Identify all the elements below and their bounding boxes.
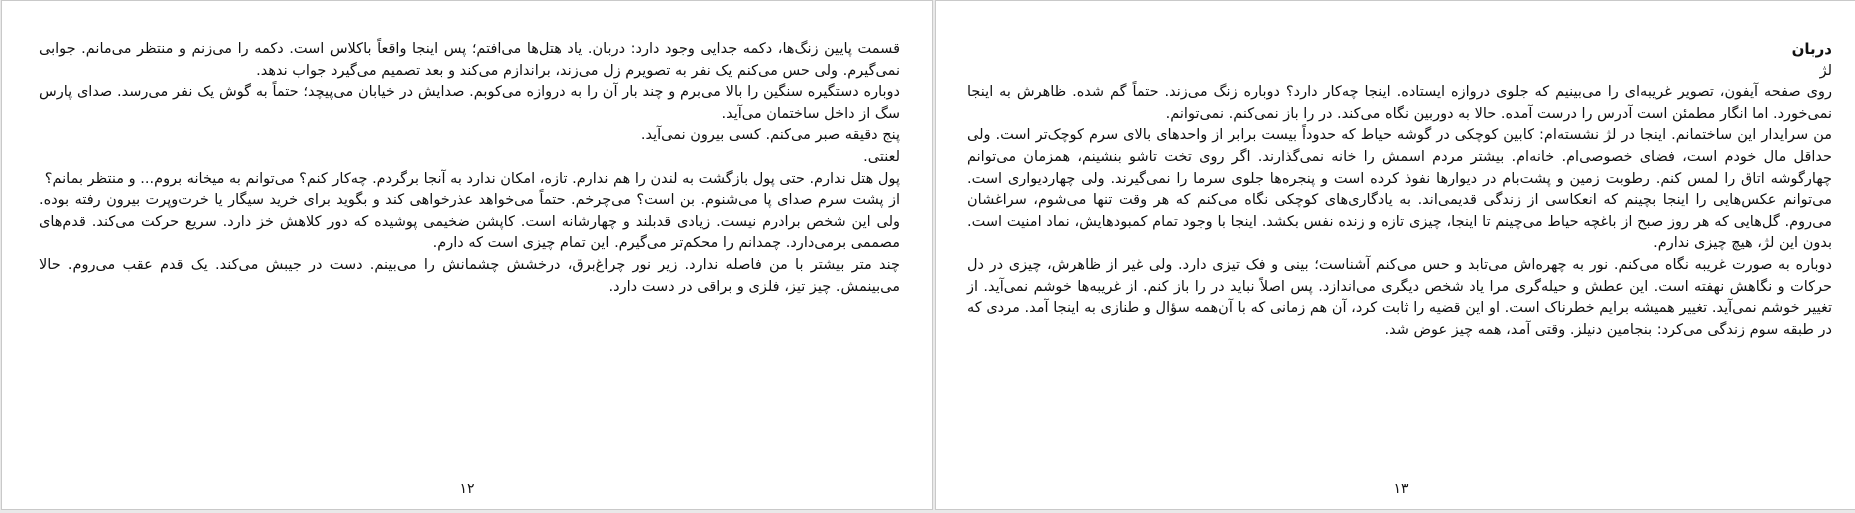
paragraph: روی صفحه آیفون، تصویر غریبه‌ای را می‌بینیم که جلوی دروازه ایستاده. اینجا چه‌کار دارد؟ دوباره زنگ می‌زند. حتماً گم شده. ظاهرش به اینجا نمی‌خورد. اما انگار مطمئن است آدرس را درست آمده. حالا به دوربین نگاه می‌کند. در را باز نمی‌کنم. نمی‌توانم. [967, 84, 1832, 122]
section-subheading: لژ [1819, 62, 1832, 79]
paragraph: من سرایدار این ساختمانم. اینجا در لژ نشسته‌ام: کابین کوچکی در گوشه حیاط که حدوداً بیست برابر از واحدهای بالای سرم کوچک‌تر است. ولی حداقل مال خودم است، فضای خصوصی‌ام. خانه‌ام. بیشتر مردم اسمش را خانه نمی‌گذارند. اگر روی تخت تاشو بنشینم، همزمان می‌توانم چهارگوشه اتاق را لمس کنم. رطوبت زمین و پشت‌بام در دیوارها نفوذ کرده است و پنجره‌ها جلوی سرما را نمی‌گیرند. ولی چهاردیواری است. می‌توانم عکس‌هایی را اینجا بچینم که انعکاسی از زندگی قدیمی‌اند. به یادگاری‌های کوچکی نگاه می‌کنم که هر وقت تنها می‌شوم، سراغشان می‌روم. گل‌هایی که هر روز صبح از باغچه حیاط می‌چینم تا اینجا، چیزی تازه و زنده نفس بکشد. اینجا با وجود تمام کمبودهایش، نماد امنیت است. بدون این لژ، هیچ چیزی ندارم. [967, 127, 1832, 252]
paragraph: از پشت سرم صدای پا می‌شنوم. بن است؟ می‌چرخم. حتماً می‌خواهد عذرخواهی کند و بگوید برای خرید سیگار یا خرت‌وپرت بیرون رفته بوده. ولی این شخص برادرم نیست. زیادی قدبلند و چهارشانه است. کاپشن ضخیمی پوشیده که دور کلاهش خز دارد. سریع حرکت می‌کند. قدم‌های مصممی برمی‌دارد. چمدانم را محکم‌تر می‌گیرم. این تمام چیزی است که دارم. [39, 192, 900, 252]
paragraph: دوباره دستگیره سنگین را بالا می‌برم و چند بار آن را به دروازه می‌کوبم. صدایش در خیابان می‌پیچد؛ حتماً به گوش یک نفر می‌رسد. صدای پارس سگ از داخل ساختمان می‌آید. [39, 84, 900, 122]
left-page [1, 0, 933, 510]
page-number: ۱۲ [459, 481, 475, 497]
paragraph: چند متر بیشتر با من فاصله ندارد. زیر نور چراغ‌برق، درخشش چشمانش را می‌بینم. دست در جیبش می‌کند. یک قدم عقب می‌روم. حالا می‌بینمش. چیز تیز، فلزی و براقی در دست دارد. [39, 256, 900, 295]
left-page-text [39, 39, 900, 298]
paragraph: پنج دقیقه صبر می‌کنم. کسی بیرون نمی‌آید. [640, 127, 900, 144]
right-page [935, 0, 1855, 510]
chapter-heading: دربان [1791, 40, 1832, 58]
right-page-text [967, 39, 1832, 341]
paragraph: پول هتل ندارم. حتی پول بازگشت به لندن را هم ندارم. تازه، امکان ندارد به آنجا برگردم. چه‌کار کنم؟ می‌توانم به میخانه بروم... و منتظر بمانم؟ [44, 170, 900, 187]
paragraph: دوباره به صورت غریبه نگاه می‌کنم. نور به چهره‌اش می‌تابد و حس می‌کنم آشناست؛ بینی و فک تیزی دارد. ولی غیر از ظاهرش، چیزی در دل حرکات و نگاهش نهفته است. این عطش و حیله‌گری مرا یاد شخص دیگری می‌اندازد. پس اصلاً نباید در را باز کنم. از غریبه‌ها خوشم نمی‌آید. از تغییر خوشم نمی‌آید. تغییر همیشه برایم خطرناک است. او این قضیه را ثابت کرد، آن هم زمانی که با آن‌همه سؤال و طنازی به اینجا آمد. مردی که در طبقه سوم زندگی می‌کرد: بنجامین دنیلز. وقتی آمد، همه چیز عوض شد. [967, 256, 1832, 338]
paragraph: قسمت پایین زنگ‌ها، دکمه جدایی وجود دارد: دربان. یاد هتل‌ها می‌افتم؛ پس اینجا واقعاً باکلاس است. دکمه را می‌زنم و منتظر می‌مانم. جوابی نمی‌گیرم. ولی حس می‌کنم یک نفر به تصویرم زل می‌زند، براندازم می‌کند و بعد تصمیم می‌گیرد جواب ندهد. [39, 41, 900, 79]
page-number: ۱۳ [1393, 481, 1409, 497]
paragraph: لعنتی. [863, 148, 900, 165]
